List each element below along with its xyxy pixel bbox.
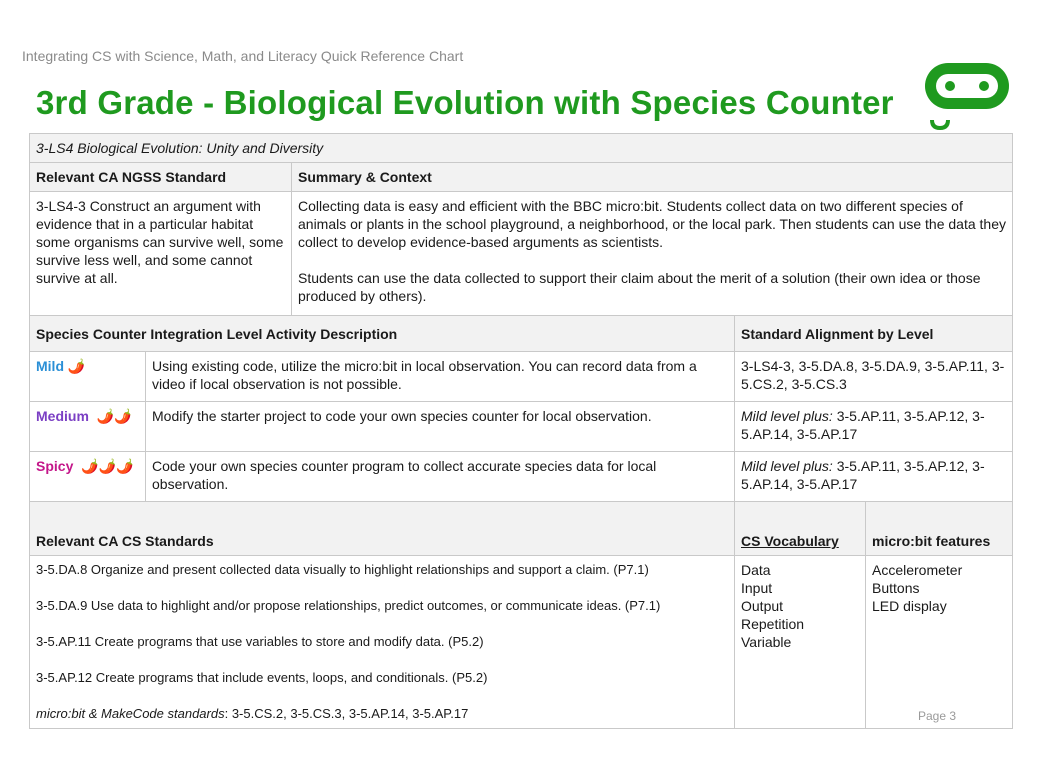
microbit-robot-icon xyxy=(922,58,1012,130)
cs-standards-header: Relevant CA CS Standards xyxy=(30,502,735,556)
level-label-spicy: Spicy 🌶️🌶️🌶️ xyxy=(30,452,146,502)
vocab-item: Input xyxy=(741,580,773,596)
level-alignment-spicy: Mild level plus: 3-5.AP.11, 3-5.AP.12, 3-5.AP.14, 3-5.AP.17 xyxy=(735,452,1013,502)
feature-item: Buttons xyxy=(872,580,920,596)
standard-row xyxy=(30,192,1013,316)
makecode-standards: micro:bit & MakeCode standards: 3-5.CS.2, 3-5.CS.3, 3-5.AP.14, 3-5.AP.17 xyxy=(36,706,469,721)
cs-standards-row xyxy=(30,556,1013,729)
level-label-mild: Mild 🌶️ xyxy=(30,352,146,402)
page-number: Page 3 xyxy=(918,709,957,723)
level-description-medium: Modify the starter project to code your own species counter for local observation. xyxy=(146,402,735,452)
vocab-item: Output xyxy=(741,598,784,614)
summary-paragraph-2: Students can use the data collected to support their claim about the merit of a solution (their own idea or those produced by others). xyxy=(298,270,981,304)
cs-header-row xyxy=(30,502,1013,556)
topic-row xyxy=(30,134,1013,163)
cs-standard-item: 3-5.DA.8 Organize and present collected data visually to highlight relationships and support a claim. (P7.1) xyxy=(36,562,649,577)
vocab-item: Data xyxy=(741,562,771,578)
pepper-icon: 🌶️ xyxy=(67,358,86,374)
level-description-spicy: Code your own species counter program to collect accurate species data for local observation. xyxy=(146,452,735,502)
document-title: Integrating CS with Science, Math, and Literacy Quick Reference Chart xyxy=(22,48,464,64)
alignment-header: Standard Alignment by Level xyxy=(735,316,1013,352)
cs-vocabulary-list xyxy=(735,556,866,729)
level-label-medium: Medium 🌶️🌶️ xyxy=(30,402,146,452)
standard-header: Relevant CA NGSS Standard xyxy=(30,163,292,192)
level-description-mild: Using existing code, utilize the micro:bit in local observation. You can record data from a video if local observation is not possible. xyxy=(146,352,735,402)
reference-table xyxy=(29,133,1013,729)
standard-header-row xyxy=(30,163,1013,192)
level-row-mild xyxy=(30,352,1013,402)
activity-header-row xyxy=(30,316,1013,352)
level-alignment-medium: Mild level plus: 3-5.AP.11, 3-5.AP.12, 3-5.AP.14, 3-5.AP.17 xyxy=(735,402,1013,452)
summary-header: Summary & Context xyxy=(292,163,1013,192)
page-title: 3rd Grade - Biological Evolution with Species Counter xyxy=(36,84,894,121)
summary-text xyxy=(292,192,1013,316)
cs-standard-item: 3-5.AP.11 Create programs that use variables to store and modify data. (P5.2) xyxy=(36,634,484,649)
topic-cell: 3-LS4 Biological Evolution: Unity and Diversity xyxy=(30,134,1013,163)
pepper-icon: 🌶️🌶️ xyxy=(96,408,132,424)
activity-header: Species Counter Integration Level Activity Description xyxy=(30,316,735,352)
feature-item: Accelerometer xyxy=(872,562,963,578)
cs-standard-item: 3-5.AP.12 Create programs that include events, loops, and conditionals. (P5.2) xyxy=(36,670,488,685)
summary-paragraph-1: Collecting data is easy and efficient with the BBC micro:bit. Students collect data on two different species of animals or plants in the school playground, a neighborhood, or the local park. Then students can use the data they collect to develop evidence-based arguments as scientists. xyxy=(298,198,1006,250)
microbit-features-header: micro:bit features xyxy=(866,502,1013,556)
microbit-features-list xyxy=(866,556,1013,729)
pepper-icon: 🌶️🌶️🌶️ xyxy=(81,458,134,474)
level-row-spicy xyxy=(30,452,1013,502)
level-alignment-mild: 3-LS4-3, 3-5.DA.8, 3-5.DA.9, 3-5.AP.11, 3-5.CS.2, 3-5.CS.3 xyxy=(735,352,1013,402)
vocab-item: Repetition xyxy=(741,616,805,632)
standard-text: 3-LS4-3 Construct an argument with evidence that in a particular habitat some organisms can survive well, some survive less well, and some cannot survive at all. xyxy=(30,192,292,316)
cs-standards-list xyxy=(30,556,735,729)
vocab-item: Variable xyxy=(741,634,792,650)
cs-standard-item: 3-5.DA.9 Use data to highlight and/or propose relationships, predict outcomes, or communicate ideas. (P7.1) xyxy=(36,598,661,613)
level-row-medium xyxy=(30,402,1013,452)
feature-item: LED display xyxy=(872,598,947,614)
cs-vocabulary-header: CS Vocabulary xyxy=(735,502,866,556)
